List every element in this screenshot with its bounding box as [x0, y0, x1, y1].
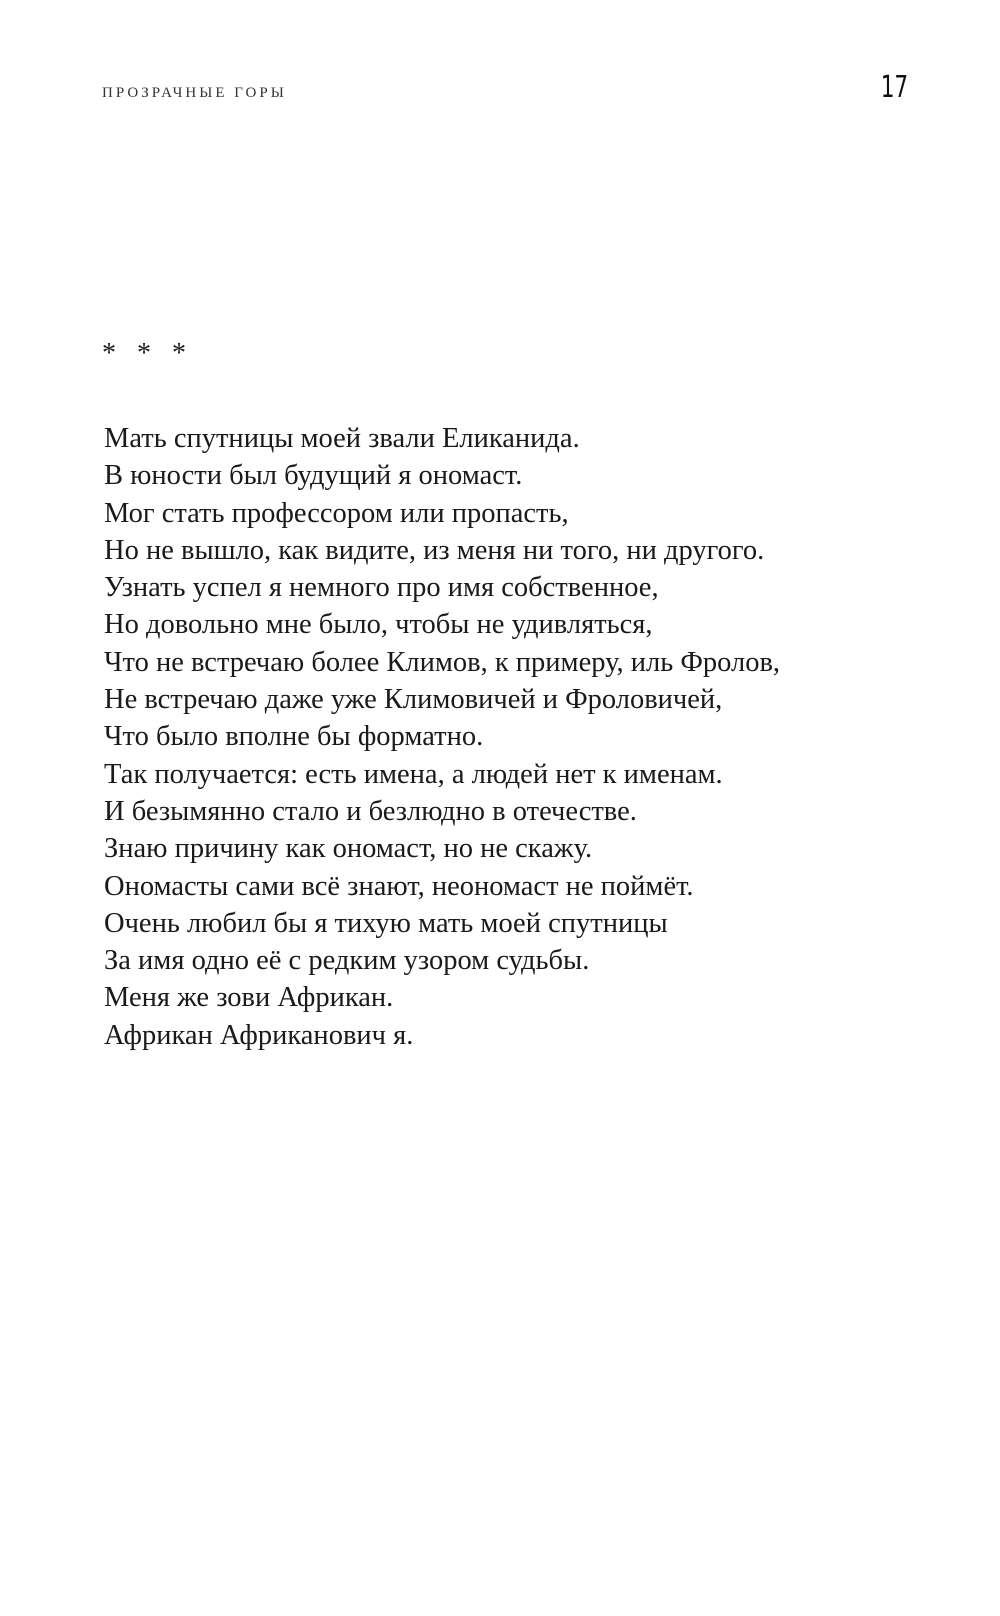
poem-body	[104, 420, 780, 1054]
poem-line: Узнать успел я немного про имя собственное,	[104, 572, 659, 604]
poem-line: Африкан Африканович я.	[104, 1019, 414, 1051]
poem-line: Мог стать профессором или пропасть,	[104, 497, 569, 529]
poem-line: И безымянно стало и безлюдно в отечестве.	[104, 795, 637, 827]
poem-line: Меня же зови Африкан.	[104, 982, 394, 1014]
poem-line: Что было вполне бы форматно.	[104, 721, 484, 753]
poem-line: За имя одно её с редким узором судьбы.	[104, 945, 590, 977]
running-header-title: ПРОЗРАЧНЫЕ ГОРЫ	[102, 85, 287, 101]
poem-line: Но не вышло, как видите, из меня ни того, ни другого.	[104, 534, 765, 566]
page-number: 17	[880, 70, 908, 105]
poem-line: Мать спутницы моей звали Еликанида.	[104, 423, 580, 454]
poem-separator: * * *	[102, 338, 186, 369]
poem-line: Так получается: есть имена, а людей нет к именам.	[104, 758, 723, 790]
poem-line: Что не встречаю более Климов, к примеру, иль Фролов,	[104, 646, 781, 678]
poem-line: Очень любил бы я тихую мать моей спутницы	[104, 907, 668, 939]
poem-line: Знаю причину как ономаст, но не скажу.	[104, 833, 593, 865]
poem-line: Ономасты сами всё знают, неономаст не поймёт.	[104, 870, 694, 902]
poem-line: Но довольно мне было, чтобы не удивляться,	[104, 609, 653, 641]
poem-line: В юности был будущий я ономаст.	[104, 460, 523, 492]
poem-line: Не встречаю даже уже Климовичей и Фроловичей,	[104, 684, 723, 716]
